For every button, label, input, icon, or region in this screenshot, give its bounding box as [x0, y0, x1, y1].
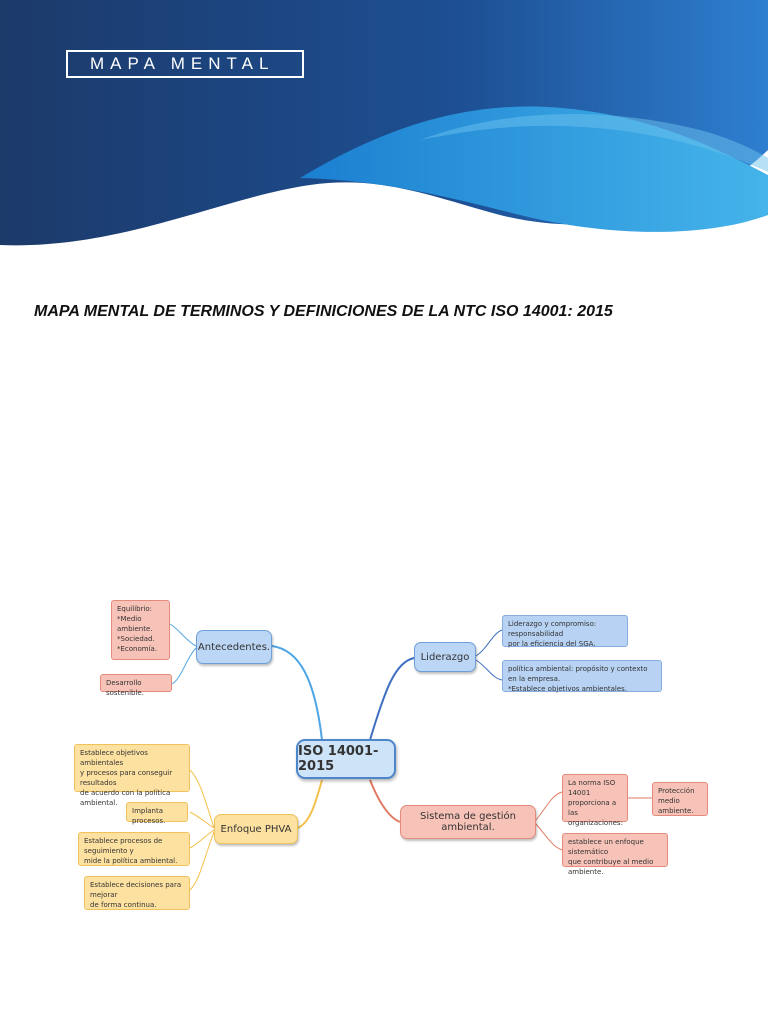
connector-liderazgo-leaf2 — [476, 660, 502, 680]
connector-phva-leaf3 — [190, 830, 214, 848]
leaf-line: organizaciones: — [568, 819, 623, 827]
leaf-line: La norma ISO 14001 — [568, 779, 616, 797]
sga-leaf-norma — [562, 774, 628, 827]
connector-phva-leaf2 — [190, 812, 214, 828]
antecedentes-leaf-equilibrio — [111, 600, 170, 660]
phva-leaf-seguimiento — [78, 832, 190, 866]
antecedentes-leaf-desarrollo: Desarrollo sostenible. — [100, 674, 172, 692]
mind-map — [0, 590, 768, 920]
leaf-line: proporciona a las — [568, 799, 617, 817]
center-node: ISO 14001-2015 — [296, 739, 396, 779]
branch-liderazgo: Liderazgo — [414, 642, 476, 672]
branch-antecedentes: Antecedentes. — [196, 630, 272, 664]
liderazgo-leaf-compromiso — [502, 615, 628, 647]
connector-antecedentes-leaf1 — [170, 624, 196, 646]
connector-phva-leaf4 — [190, 832, 214, 890]
leaf-line: de acuerdo con la política ambiental. — [80, 789, 171, 807]
leaf-line: Establece objetivos ambientales — [80, 749, 148, 767]
connector-center-sga — [370, 780, 400, 822]
connector-center-antecedentes — [272, 646, 322, 740]
sga-leaf-proteccion — [652, 782, 708, 816]
liderazgo-leaf-politica — [502, 660, 662, 692]
leaf-line: Liderazgo y compromiso: responsabilidad — [508, 620, 597, 638]
leaf-line: *Establece objetivos ambientales. — [508, 685, 628, 693]
branch-enfoque-phva: Enfoque PHVA — [214, 814, 298, 844]
phva-leaf-objetivos — [74, 744, 190, 807]
leaf-line: que contribuye al medio ambiente. — [568, 858, 654, 876]
leaf-line: por la eficiencia del SGA. — [508, 640, 596, 648]
header-banner — [0, 0, 768, 260]
connector-center-phva — [298, 780, 322, 828]
sga-leaf-enfoque — [562, 833, 668, 876]
connector-liderazgo-leaf1 — [476, 630, 502, 656]
leaf-line: medio ambiente. — [658, 797, 694, 815]
leaf-line: Equilibrio: — [117, 605, 153, 613]
connector-sga-leaf2 — [536, 824, 562, 850]
leaf-line: *Economía. — [117, 645, 158, 653]
leaf-line: Establece decisiones para mejorar — [90, 881, 182, 899]
leaf-line: *Medio ambiente. — [117, 615, 153, 633]
phva-leaf-implanta: Implanta procesos. — [126, 802, 188, 822]
connector-sga-leaf1 — [536, 792, 562, 820]
leaf-line: mide la política ambiental. — [84, 857, 178, 865]
leaf-line: *Sociedad. — [117, 635, 155, 643]
connector-center-liderazgo — [370, 658, 414, 740]
document-title: MAPA MENTAL DE TERMINOS Y DEFINICIONES DE LA NTC ISO 14001: 2015 — [34, 303, 613, 320]
leaf-line: Establece procesos de seguimiento y — [84, 837, 163, 855]
branch-sistema-gestion-ambiental: Sistema de gestión ambiental. — [400, 805, 536, 839]
banner-title: MAPA MENTAL — [66, 50, 304, 78]
leaf-line: y procesos para conseguir resultados — [80, 769, 173, 787]
leaf-line: establece un enfoque sistemático — [568, 838, 644, 856]
wave-background — [0, 0, 768, 260]
connector-antecedentes-leaf2 — [172, 648, 196, 684]
leaf-line: Protección — [658, 787, 695, 795]
phva-leaf-decisiones — [84, 876, 190, 910]
leaf-line: de forma continua. — [90, 901, 157, 909]
leaf-line: política ambiental: propósito y contexto en la empresa. — [508, 665, 648, 683]
